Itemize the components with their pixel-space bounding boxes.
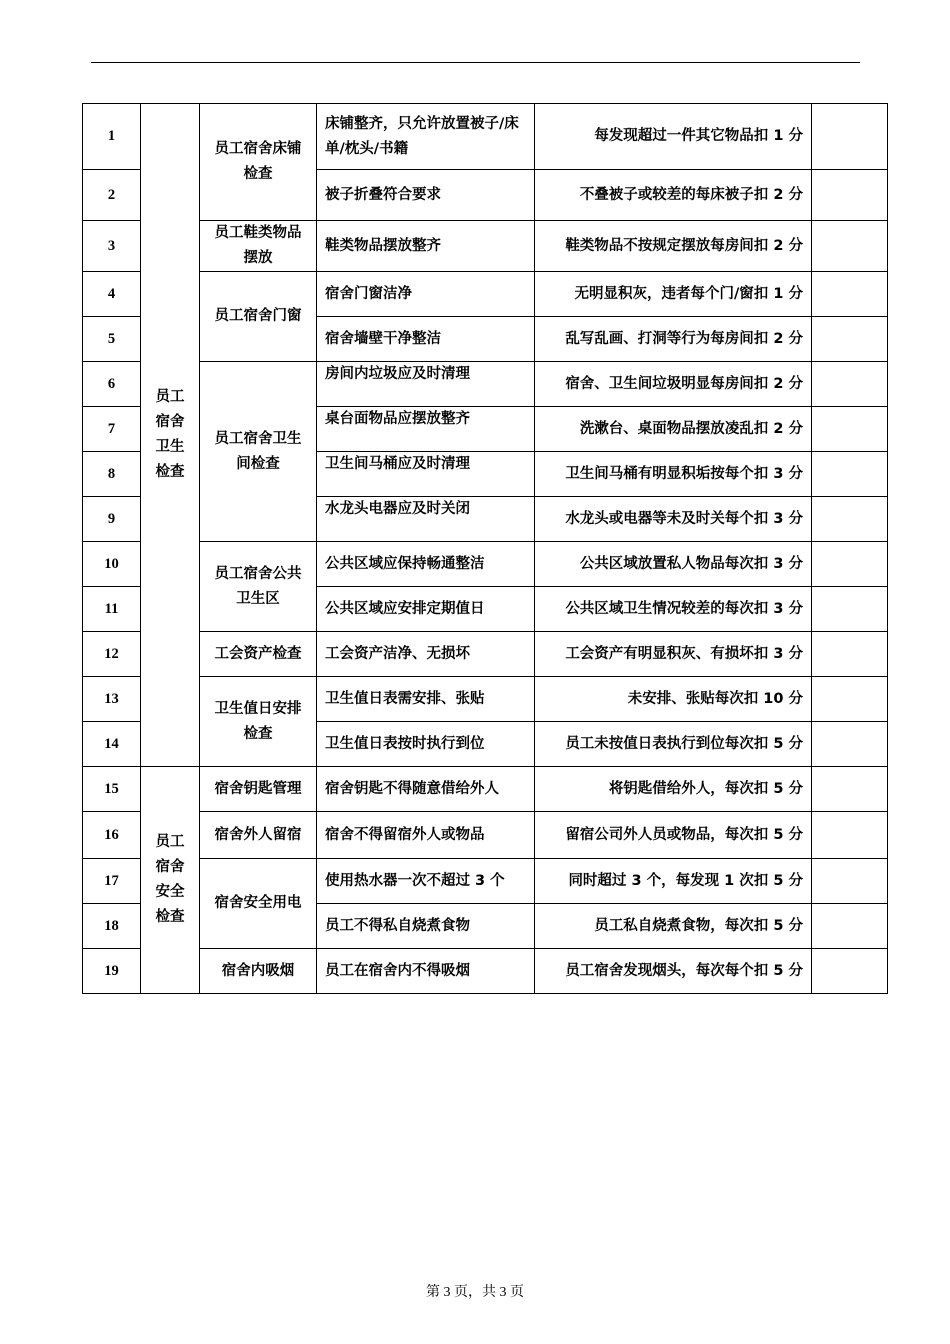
penalty: 乱写乱画、打洞等行为每房间扣 2 分 — [535, 317, 812, 362]
penalty: 留宿公司外人员或物品，每次扣 5 分 — [535, 812, 812, 859]
requirement: 床铺整齐，只允许放置被子/床单/枕头/书籍 — [317, 104, 535, 170]
requirement: 房间内垃圾应及时清理 — [317, 362, 535, 407]
subcategory-bed: 员工宿舍床铺检查 — [200, 104, 317, 221]
row-number: 6 — [83, 362, 141, 407]
note-cell — [812, 587, 888, 632]
requirement: 员工不得私自烧煮食物 — [317, 904, 535, 949]
row-number: 5 — [83, 317, 141, 362]
requirement: 卫生间马桶应及时清理 — [317, 452, 535, 497]
penalty: 洗漱台、桌面物品摆放凌乱扣 2 分 — [535, 407, 812, 452]
requirement: 宿舍墙壁干净整洁 — [317, 317, 535, 362]
header-rule — [91, 62, 860, 63]
note-cell — [812, 722, 888, 767]
row-number: 17 — [83, 859, 141, 904]
penalty: 鞋类物品不按规定摆放每房间扣 2 分 — [535, 221, 812, 272]
table-row — [83, 767, 888, 812]
penalty: 无明显积灰，违者每个门/窗扣 1 分 — [535, 272, 812, 317]
inspection-table — [82, 103, 888, 994]
penalty: 宿舍、卫生间垃圾明显每房间扣 2 分 — [535, 362, 812, 407]
penalty: 工会资产有明显积灰、有损坏扣 3 分 — [535, 632, 812, 677]
requirement: 公共区域应安排定期值日 — [317, 587, 535, 632]
subcategory-power: 宿舍安全用电 — [200, 859, 317, 949]
requirement: 公共区域应保持畅通整洁 — [317, 542, 535, 587]
group-safety: 员工宿舍安全检查 — [141, 767, 200, 994]
row-number: 13 — [83, 677, 141, 722]
note-cell — [812, 949, 888, 994]
row-number: 16 — [83, 812, 141, 859]
penalty: 公共区域放置私人物品每次扣 3 分 — [535, 542, 812, 587]
subcategory-door: 员工宿舍门窗 — [200, 272, 317, 362]
row-number: 19 — [83, 949, 141, 994]
row-number: 2 — [83, 170, 141, 221]
note-cell — [812, 407, 888, 452]
requirement: 桌台面物品应摆放整齐 — [317, 407, 535, 452]
row-number: 8 — [83, 452, 141, 497]
subcategory-public: 员工宿舍公共卫生区 — [200, 542, 317, 632]
note-cell — [812, 542, 888, 587]
row-number: 18 — [83, 904, 141, 949]
table-row — [83, 949, 888, 994]
subcategory-union: 工会资产检查 — [200, 632, 317, 677]
note-cell — [812, 317, 888, 362]
requirement: 被子折叠符合要求 — [317, 170, 535, 221]
subcategory-key: 宿舍钥匙管理 — [200, 767, 317, 812]
table-row — [83, 362, 888, 407]
penalty: 卫生间马桶有明显积垢按每个扣 3 分 — [535, 452, 812, 497]
note-cell — [812, 362, 888, 407]
subcategory-bathroom: 员工宿舍卫生间检查 — [200, 362, 317, 542]
table-row — [83, 812, 888, 859]
note-cell — [812, 104, 888, 170]
note-cell — [812, 221, 888, 272]
row-number: 14 — [83, 722, 141, 767]
penalty: 未安排、张贴每次扣 10 分 — [535, 677, 812, 722]
penalty: 不叠被子或较差的每床被子扣 2 分 — [535, 170, 812, 221]
subcategory-duty: 卫生值日安排检查 — [200, 677, 317, 767]
penalty: 公共区域卫生情况较差的每次扣 3 分 — [535, 587, 812, 632]
requirement: 使用热水器一次不超过 3 个 — [317, 859, 535, 904]
subcategory-guest: 宿舍外人留宿 — [200, 812, 317, 859]
note-cell — [812, 812, 888, 859]
requirement: 水龙头电器应及时关闭 — [317, 497, 535, 542]
requirement: 鞋类物品摆放整齐 — [317, 221, 535, 272]
penalty: 同时超过 3 个，每发现 1 次扣 5 分 — [535, 859, 812, 904]
table-row — [83, 221, 888, 272]
requirement: 员工在宿舍内不得吸烟 — [317, 949, 535, 994]
note-cell — [812, 677, 888, 722]
note-cell — [812, 170, 888, 221]
row-number: 15 — [83, 767, 141, 812]
requirement: 工会资产洁净、无损坏 — [317, 632, 535, 677]
row-number: 10 — [83, 542, 141, 587]
row-number: 9 — [83, 497, 141, 542]
note-cell — [812, 632, 888, 677]
penalty: 员工未按值日表执行到位每次扣 5 分 — [535, 722, 812, 767]
note-cell — [812, 904, 888, 949]
group-hygiene: 员工宿舍卫生检查 — [141, 104, 200, 767]
table-row — [83, 632, 888, 677]
note-cell — [812, 272, 888, 317]
subcategory-smoke: 宿舍内吸烟 — [200, 949, 317, 994]
requirement: 宿舍钥匙不得随意借给外人 — [317, 767, 535, 812]
penalty: 每发现超过一件其它物品扣 1 分 — [535, 104, 812, 170]
row-number: 7 — [83, 407, 141, 452]
row-number: 3 — [83, 221, 141, 272]
note-cell — [812, 452, 888, 497]
table-row — [83, 859, 888, 904]
row-number: 1 — [83, 104, 141, 170]
note-cell — [812, 497, 888, 542]
row-number: 12 — [83, 632, 141, 677]
table-row — [83, 677, 888, 722]
note-cell — [812, 767, 888, 812]
subcategory-shoes: 员工鞋类物品摆放 — [200, 221, 317, 272]
table-row — [83, 104, 888, 170]
penalty: 员工宿舍发现烟头，每次每个扣 5 分 — [535, 949, 812, 994]
page-footer: 第 3 页，共 3 页 — [426, 1285, 524, 1300]
row-number: 4 — [83, 272, 141, 317]
penalty: 员工私自烧煮食物，每次扣 5 分 — [535, 904, 812, 949]
note-cell — [812, 859, 888, 904]
penalty: 将钥匙借给外人，每次扣 5 分 — [535, 767, 812, 812]
table-row — [83, 272, 888, 317]
requirement: 卫生值日表按时执行到位 — [317, 722, 535, 767]
requirement: 卫生值日表需安排、张贴 — [317, 677, 535, 722]
row-number: 11 — [83, 587, 141, 632]
requirement: 宿舍不得留宿外人或物品 — [317, 812, 535, 859]
table-row — [83, 542, 888, 587]
penalty: 水龙头或电器等未及时关每个扣 3 分 — [535, 497, 812, 542]
requirement: 宿舍门窗洁净 — [317, 272, 535, 317]
